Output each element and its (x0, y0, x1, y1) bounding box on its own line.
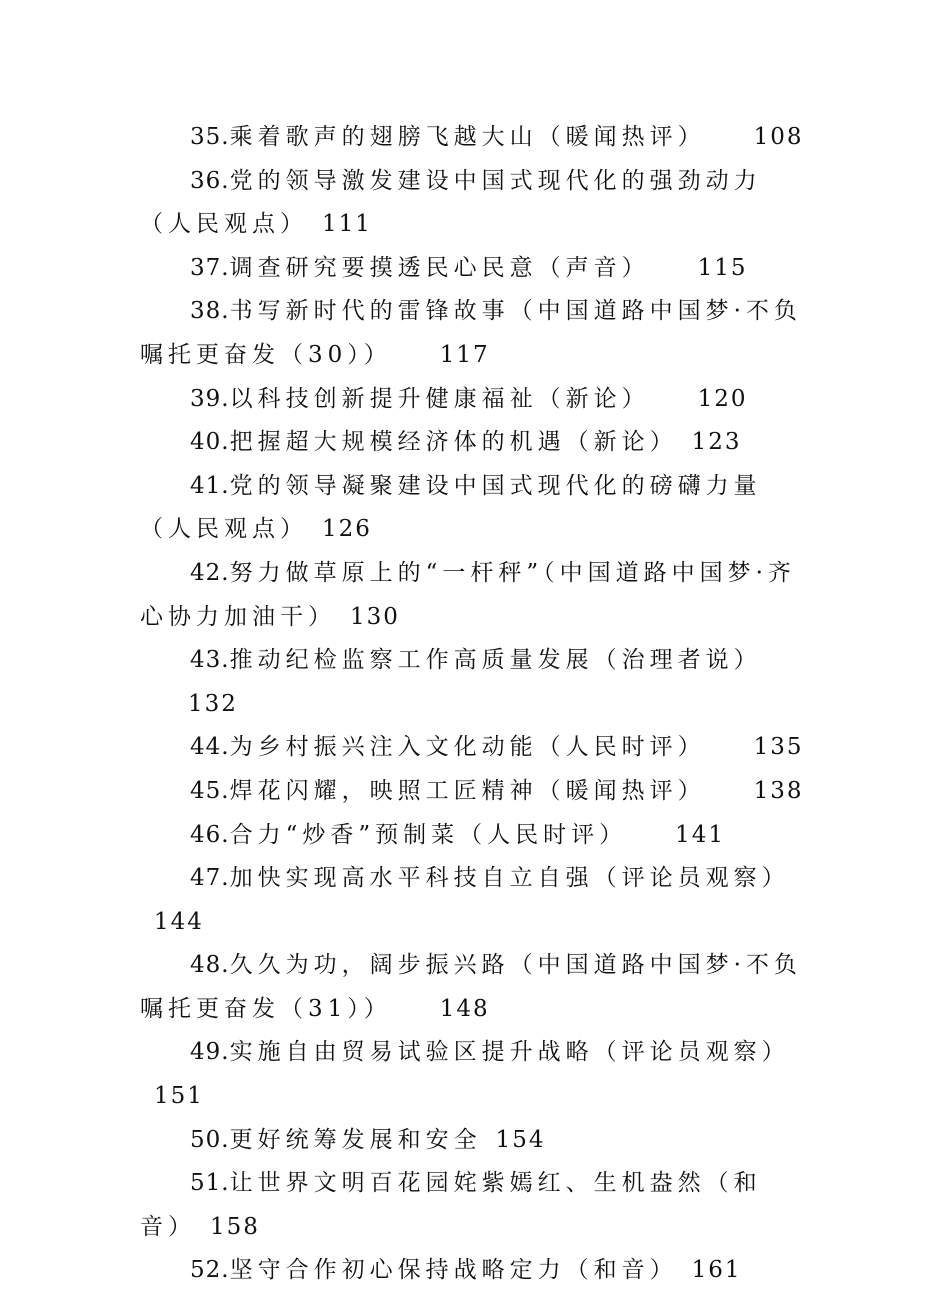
entry-title: 把握超大规模经济体的机遇（新论） (229, 429, 678, 456)
entry-page-number: 115 (697, 254, 748, 281)
entry-title: 焊花闪耀，映照工匠精神（暖闻热评） (229, 777, 706, 804)
entry-title: 党的领导激发建设中国式现代化的强劲动力（人民观点） (140, 167, 762, 238)
toc-entry-36 (140, 160, 805, 247)
entry-number: 48. (190, 952, 230, 979)
entry-title: 为乡村振兴注入文化动能（人民时评） (229, 734, 706, 761)
entry-title: 以科技创新提升健康福祉（新论） (229, 385, 650, 412)
entry-page-number: 120 (697, 385, 748, 412)
table-of-contents (140, 116, 805, 1293)
toc-entry-44 (140, 726, 805, 770)
entry-title: 书写新时代的雷锋故事（中国道路中国梦·不负嘱托更奋发（30）） (140, 298, 802, 368)
entry-number: 51. (190, 1170, 230, 1197)
entry-title: 乘着歌声的翅膀飞越大山（暖闻热评） (229, 124, 706, 150)
entry-number: 38. (190, 298, 230, 325)
entry-title: 更好统筹发展和安全 (229, 1126, 482, 1153)
entry-number: 49. (190, 1039, 230, 1066)
toc-entry-52 (140, 1249, 805, 1293)
entry-title: 加快实现高水平科技自立自强（评论员观察） (229, 865, 790, 892)
entry-title: 合力“炒香”预制菜（人民时评） (229, 821, 628, 848)
entry-title: 坚守合作初心保持战略定力（和音） (229, 1257, 678, 1284)
entry-title: 让世界文明百花园姹紫嫣红、生机盎然（和音） (140, 1170, 762, 1240)
entry-number: 36. (190, 167, 230, 194)
toc-entry-39 (140, 378, 805, 422)
toc-entry-40 (140, 421, 805, 465)
toc-entry-38 (140, 290, 805, 377)
entry-title: 党的领导凝聚建设中国式现代化的磅礴力量（人民观点） (140, 472, 762, 543)
toc-entry-51 (140, 1162, 805, 1249)
entry-number: 44. (190, 734, 230, 761)
toc-entry-48 (140, 944, 805, 1031)
entry-page-number: 161 (691, 1257, 742, 1284)
entry-page-number: 132 (188, 690, 238, 717)
entry-page-number: 144 (154, 908, 204, 935)
toc-entry-50 (140, 1119, 805, 1163)
entry-title: 努力做草原上的“一杆秤”（中国道路中国梦·齐心协力加油干） (140, 559, 796, 630)
entry-number: 37. (190, 254, 230, 281)
entry-page-number: 126 (322, 516, 372, 543)
toc-entry-45 (140, 770, 805, 814)
toc-entry-42 (140, 552, 805, 639)
entry-page-number: 135 (753, 734, 804, 761)
toc-entry-41 (140, 465, 805, 552)
entry-title: 调查研究要摸透民心民意（声音） (229, 254, 650, 281)
entry-page-number: 111 (322, 211, 372, 238)
entry-page-number: 154 (495, 1126, 546, 1153)
entry-page-number: 141 (675, 821, 726, 848)
entry-number: 42. (190, 559, 230, 586)
toc-entry-49 (140, 1031, 805, 1118)
toc-entry-46 (140, 814, 805, 858)
entry-page-number: 108 (753, 124, 804, 150)
entry-page-number: 138 (753, 777, 804, 804)
entry-page-number: 158 (210, 1213, 260, 1240)
entry-number: 35. (190, 124, 230, 150)
toc-entry-35 (140, 116, 805, 160)
toc-entry-47 (140, 857, 805, 944)
entry-number: 40. (190, 429, 230, 456)
entry-number: 46. (190, 821, 230, 848)
entry-page-number: 151 (154, 1083, 204, 1110)
entry-number: 52. (190, 1257, 230, 1284)
entry-number: 45. (190, 777, 230, 804)
entry-title: 久久为功，阔步振兴路（中国道路中国梦·不负嘱托更奋发（31）） (140, 952, 802, 1022)
entry-page-number: 148 (439, 995, 490, 1022)
entry-number: 41. (190, 472, 230, 499)
entry-page-number: 130 (350, 603, 400, 630)
entry-page-number: 117 (439, 341, 490, 368)
entry-number: 39. (190, 385, 230, 412)
toc-entry-43 (140, 639, 805, 726)
toc-entry-37 (140, 247, 805, 291)
entry-number: 43. (190, 647, 230, 674)
entry-title: 实施自由贸易试验区提升战略（评论员观察） (229, 1039, 790, 1066)
entry-page-number: 123 (691, 429, 742, 456)
entry-title: 推动纪检监察工作高质量发展（治理者说） (229, 647, 762, 674)
entry-number: 50. (190, 1126, 230, 1153)
entry-number: 47. (190, 865, 230, 892)
